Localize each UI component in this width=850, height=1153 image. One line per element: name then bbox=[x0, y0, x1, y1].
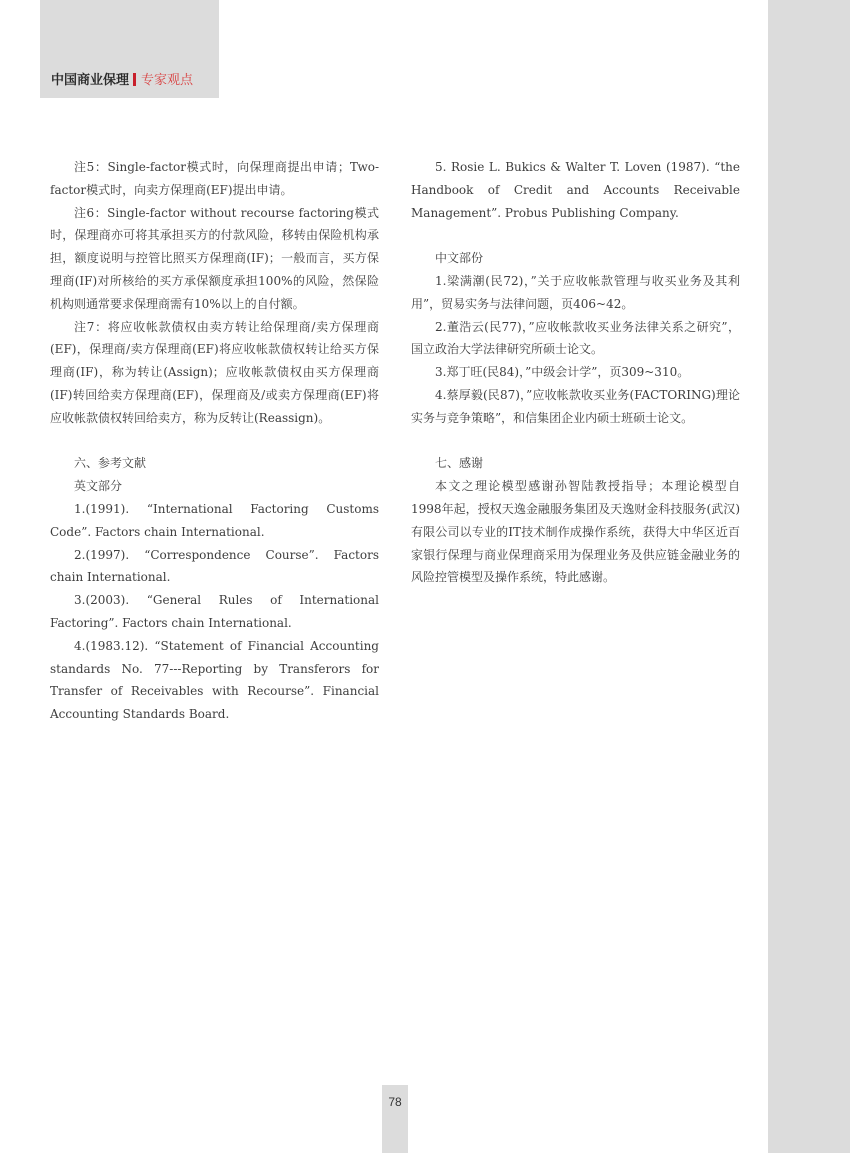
journal-title: 中国商业保理 bbox=[51, 73, 130, 88]
chinese-ref-1: 1.梁满潮(民72)，”关于应收帐款管理与收买业务及其利用”，贸易实务与法律问题，页406~42。 bbox=[411, 273, 740, 311]
page-number-tab bbox=[382, 1085, 408, 1153]
chinese-ref-4: 4.蔡厚毅(民87)，”应收帐款收买业务(FACTORING)理论实务与竞争策略”，和信集团企业内硕士班硕士论文。 bbox=[411, 387, 740, 425]
spacer bbox=[411, 224, 740, 247]
english-ref-4: 4.(1983.12). “Statement of Financial Accounting standards No. 77---Reporting by Transferors for Transfer of Receivables with Recourse”. Financial Accounting Standards Board. bbox=[50, 638, 379, 722]
header-title-line bbox=[51, 69, 193, 88]
right-margin-band bbox=[768, 0, 850, 1153]
section-subtitle: 专家观点 bbox=[141, 73, 194, 88]
english-ref-1: 1.(1991). “International Factoring Customs Code”. Factors chain International. bbox=[50, 501, 379, 539]
english-refs-subheading: 英文部分 bbox=[74, 479, 123, 494]
thanks-paragraph: 本文之理论模型感谢孙智陆教授指导；本理论模型自1998年起，授权天逸金融服务集团及天逸财金科技服务(武汉)有限公司以专业的IT技术制作成操作系统，获得大中华区近百家银行保理与商业保理商采用为保理业务及供应链金融业务的风险控管模型及操作系统，特此感谢。 bbox=[411, 479, 740, 585]
right-column bbox=[411, 156, 740, 589]
chinese-ref-2: 2.董浩云(民77)，”应收帐款收买业务法律关系之研究”，国立政治大学法律研究所硕士论文。 bbox=[411, 319, 740, 357]
chinese-ref-3: 3.郑丁旺(民84)，”中级会计学”，页309~310。 bbox=[435, 365, 690, 380]
header-divider-bar bbox=[133, 73, 136, 86]
spacer bbox=[411, 430, 740, 453]
english-ref-3: 3.(2003). “General Rules of International Factoring”. Factors chain International. bbox=[50, 593, 379, 630]
references-heading: 六、参考文献 bbox=[74, 456, 147, 471]
header-banner bbox=[40, 0, 219, 98]
page-number: 78 bbox=[388, 1095, 402, 1109]
english-ref-2: 2.(1997). “Correspondence Course”. Factors chain International. bbox=[50, 547, 379, 585]
english-ref-5: 5. Rosie L. Bukics & Walter T. Loven (1987). “the Handbook of Credit and Accounts Receivable Management”. Probus Publishing Company. bbox=[411, 160, 740, 220]
thanks-heading: 七、感谢 bbox=[435, 456, 484, 471]
chinese-refs-heading: 中文部份 bbox=[435, 251, 484, 266]
note-5: 注5：Single-factor模式时，向保理商提出申请；Two-factor模式时，向卖方保理商(EF)提出申请。 bbox=[50, 160, 379, 197]
spacer bbox=[50, 430, 379, 453]
left-column bbox=[50, 156, 379, 726]
note-6: 注6：Single-factor without recourse factoring模式时，保理商亦可将其承担买方的付款风险，移转由保险机构承担，额度说明与控管比照买方保理商(IF)；一般而言，买方保理商(IF)对所核给的买方承保额度承担100%的风险，然保险机构则通常要求保理商需有10%以上的自付额。 bbox=[50, 205, 379, 311]
note-7: 注7：将应收帐款债权由卖方转让给保理商/卖方保理商(EF)，保理商/卖方保理商(EF)将应收帐款债权转让给买方保理商(IF)，称为转让(Assign)；应收帐款债权由买方保理商(IF)转回给卖方保理商(EF)，保理商及/或卖方保理商(EF)将应收帐款债权转回给卖方，称为反转让(Reassign)。 bbox=[50, 319, 379, 425]
